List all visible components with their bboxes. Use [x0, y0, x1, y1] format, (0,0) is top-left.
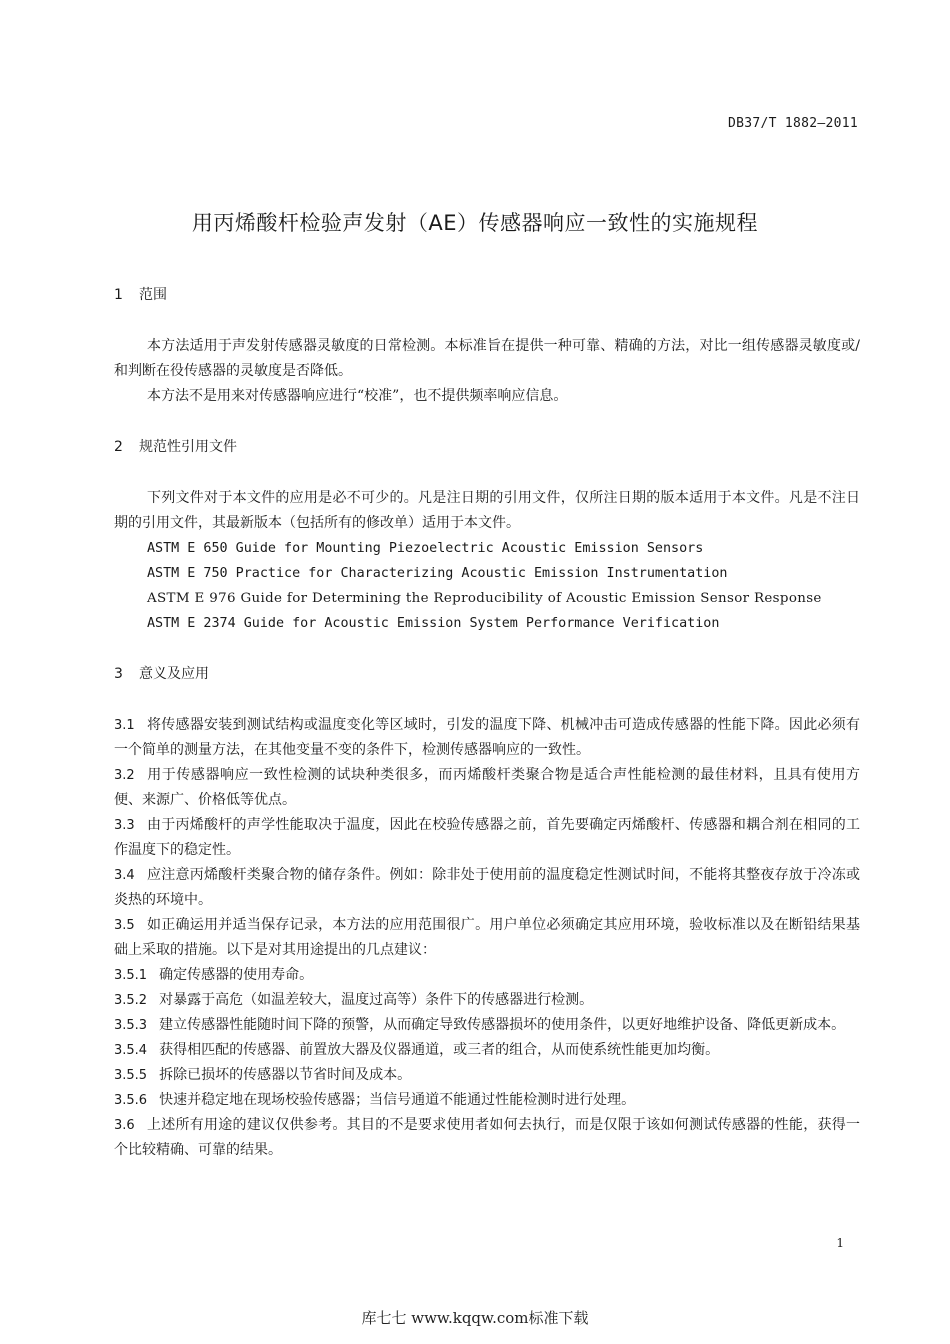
clause-number: 3.3 — [114, 818, 135, 833]
clause-item — [114, 913, 860, 963]
clause-number: 3.5.5 — [114, 1068, 148, 1083]
clause-number: 3.5.3 — [114, 1018, 148, 1033]
scope-paragraph: 本方法不是用来对传感器响应进行“校准”，也不提供频率响应信息。 — [147, 388, 568, 404]
clause-text: 确定传感器的使用寿命。 — [159, 967, 314, 983]
reference-item: ASTM E 2374 Guide for Acoustic Emission System Performance Verification — [147, 616, 720, 631]
reference-item: ASTM E 976 Guide for Determining the Reproducibility of Acoustic Emission Sensor Response — [147, 591, 822, 606]
footer-watermark: 库七七 www.kqqw.com标准下载 — [361, 1309, 589, 1327]
section-title: 规范性引用文件 — [139, 439, 237, 455]
clause-number: 3.2 — [114, 768, 135, 783]
page-number: 1 — [836, 1236, 844, 1250]
clause-number: 3.5.4 — [114, 1043, 148, 1058]
clause-text: 上述所有用途的建议仅供参考。其目的不是要求使用者如何去执行，而是仅限于该如何测试传感器的性能，获得一个比较精确、可靠的结果。 — [114, 1117, 860, 1158]
standard-code: DB37/T 1882—2011 — [727, 116, 858, 131]
clause-text: 拆除已损坏的传感器以节省时间及成本。 — [159, 1067, 412, 1083]
clause-number: 3.5.2 — [114, 993, 148, 1008]
clause-number: 3.6 — [114, 1118, 135, 1133]
clause-number: 3.5 — [114, 918, 135, 933]
reference-item: ASTM E 650 Guide for Mounting Piezoelectric Acoustic Emission Sensors — [147, 541, 704, 556]
section-heading-significance — [114, 662, 860, 687]
clause-text: 对暴露于高危（如温差较大，温度过高等）条件下的传感器进行检测。 — [159, 992, 594, 1008]
clause-item — [114, 1113, 860, 1163]
clause-text: 应注意丙烯酸杆类聚合物的储存条件。例如：除非处于使用前的温度稳定性测试时间，不能将其整夜存放于冷冻或炎热的环境中。 — [114, 867, 860, 908]
clause-item — [114, 963, 860, 988]
clause-text: 由于丙烯酸杆的声学性能取决于温度，因此在校验传感器之前，首先要确定丙烯酸杆、传感器和耦合剂在相同的工作温度下的稳定性。 — [114, 817, 860, 858]
clause-item — [114, 763, 860, 813]
section-number: 2 — [114, 439, 123, 455]
clause-item — [114, 1013, 860, 1038]
clause-text: 将传感器安装到测试结构或温度变化等区域时，引发的温度下降、机械冲击可造成传感器的性能下降。因此必须有一个简单的测量方法，在其他变量不变的条件下，检测传感器响应的一致性。 — [114, 717, 860, 758]
section-number: 1 — [114, 287, 123, 303]
clause-number: 3.4 — [114, 868, 135, 883]
reference-item: ASTM E 750 Practice for Characterizing Acoustic Emission Instrumentation — [147, 566, 728, 581]
normative-intro: 下列文件对于本文件的应用是必不可少的。凡是注日期的引用文件，仅所注日期的版本适用于本文件。凡是不注日期的引用文件，其最新版本（包括所有的修改单）适用于本文件。 — [114, 490, 860, 531]
clause-item — [114, 1088, 860, 1113]
section-title: 范围 — [139, 287, 167, 303]
section-heading-scope — [114, 283, 860, 308]
clause-text: 快速并稳定地在现场校验传感器；当信号通道不能通过性能检测时进行处理。 — [159, 1092, 636, 1108]
document-body — [114, 283, 860, 1163]
clause-item — [114, 713, 860, 763]
scope-paragraph: 本方法适用于声发射传感器灵敏度的日常检测。本标准旨在提供一种可靠、精确的方法，对比一组传感器灵敏度或/和判断在役传感器的灵敏度是否降低。 — [114, 338, 860, 379]
clause-text: 建立传感器性能随时间下降的预警，从而确定导致传感器损坏的使用条件，以更好地维护设备、降低更新成本。 — [159, 1017, 846, 1033]
clause-item — [114, 813, 860, 863]
clause-number: 3.5.1 — [114, 968, 148, 983]
clause-item — [114, 863, 860, 913]
section-title: 意义及应用 — [139, 666, 209, 682]
section-heading-normative — [114, 435, 860, 460]
document-title: 用丙烯酸杆检验声发射（AE）传感器响应一致性的实施规程 — [191, 211, 759, 235]
clause-number: 3.5.6 — [114, 1093, 148, 1108]
clause-text: 如正确运用并适当保存记录，本方法的应用范围很广。用户单位必须确定其应用环境，验收标准以及在断铅结果基础上采取的措施。以下是对其用途提出的几点建议： — [114, 917, 860, 958]
clause-text: 获得相匹配的传感器、前置放大器及仪器通道，或三者的组合，从而使系统性能更加均衡。 — [159, 1042, 720, 1058]
clause-item — [114, 988, 860, 1013]
clause-text: 用于传感器响应一致性检测的试块种类很多，而丙烯酸杆类聚合物是适合声性能检测的最佳材料，且具有使用方便、来源广、价格低等优点。 — [114, 767, 860, 808]
clause-item — [114, 1063, 860, 1088]
clause-item — [114, 1038, 860, 1063]
clause-number: 3.1 — [114, 718, 135, 733]
section-number: 3 — [114, 666, 123, 682]
